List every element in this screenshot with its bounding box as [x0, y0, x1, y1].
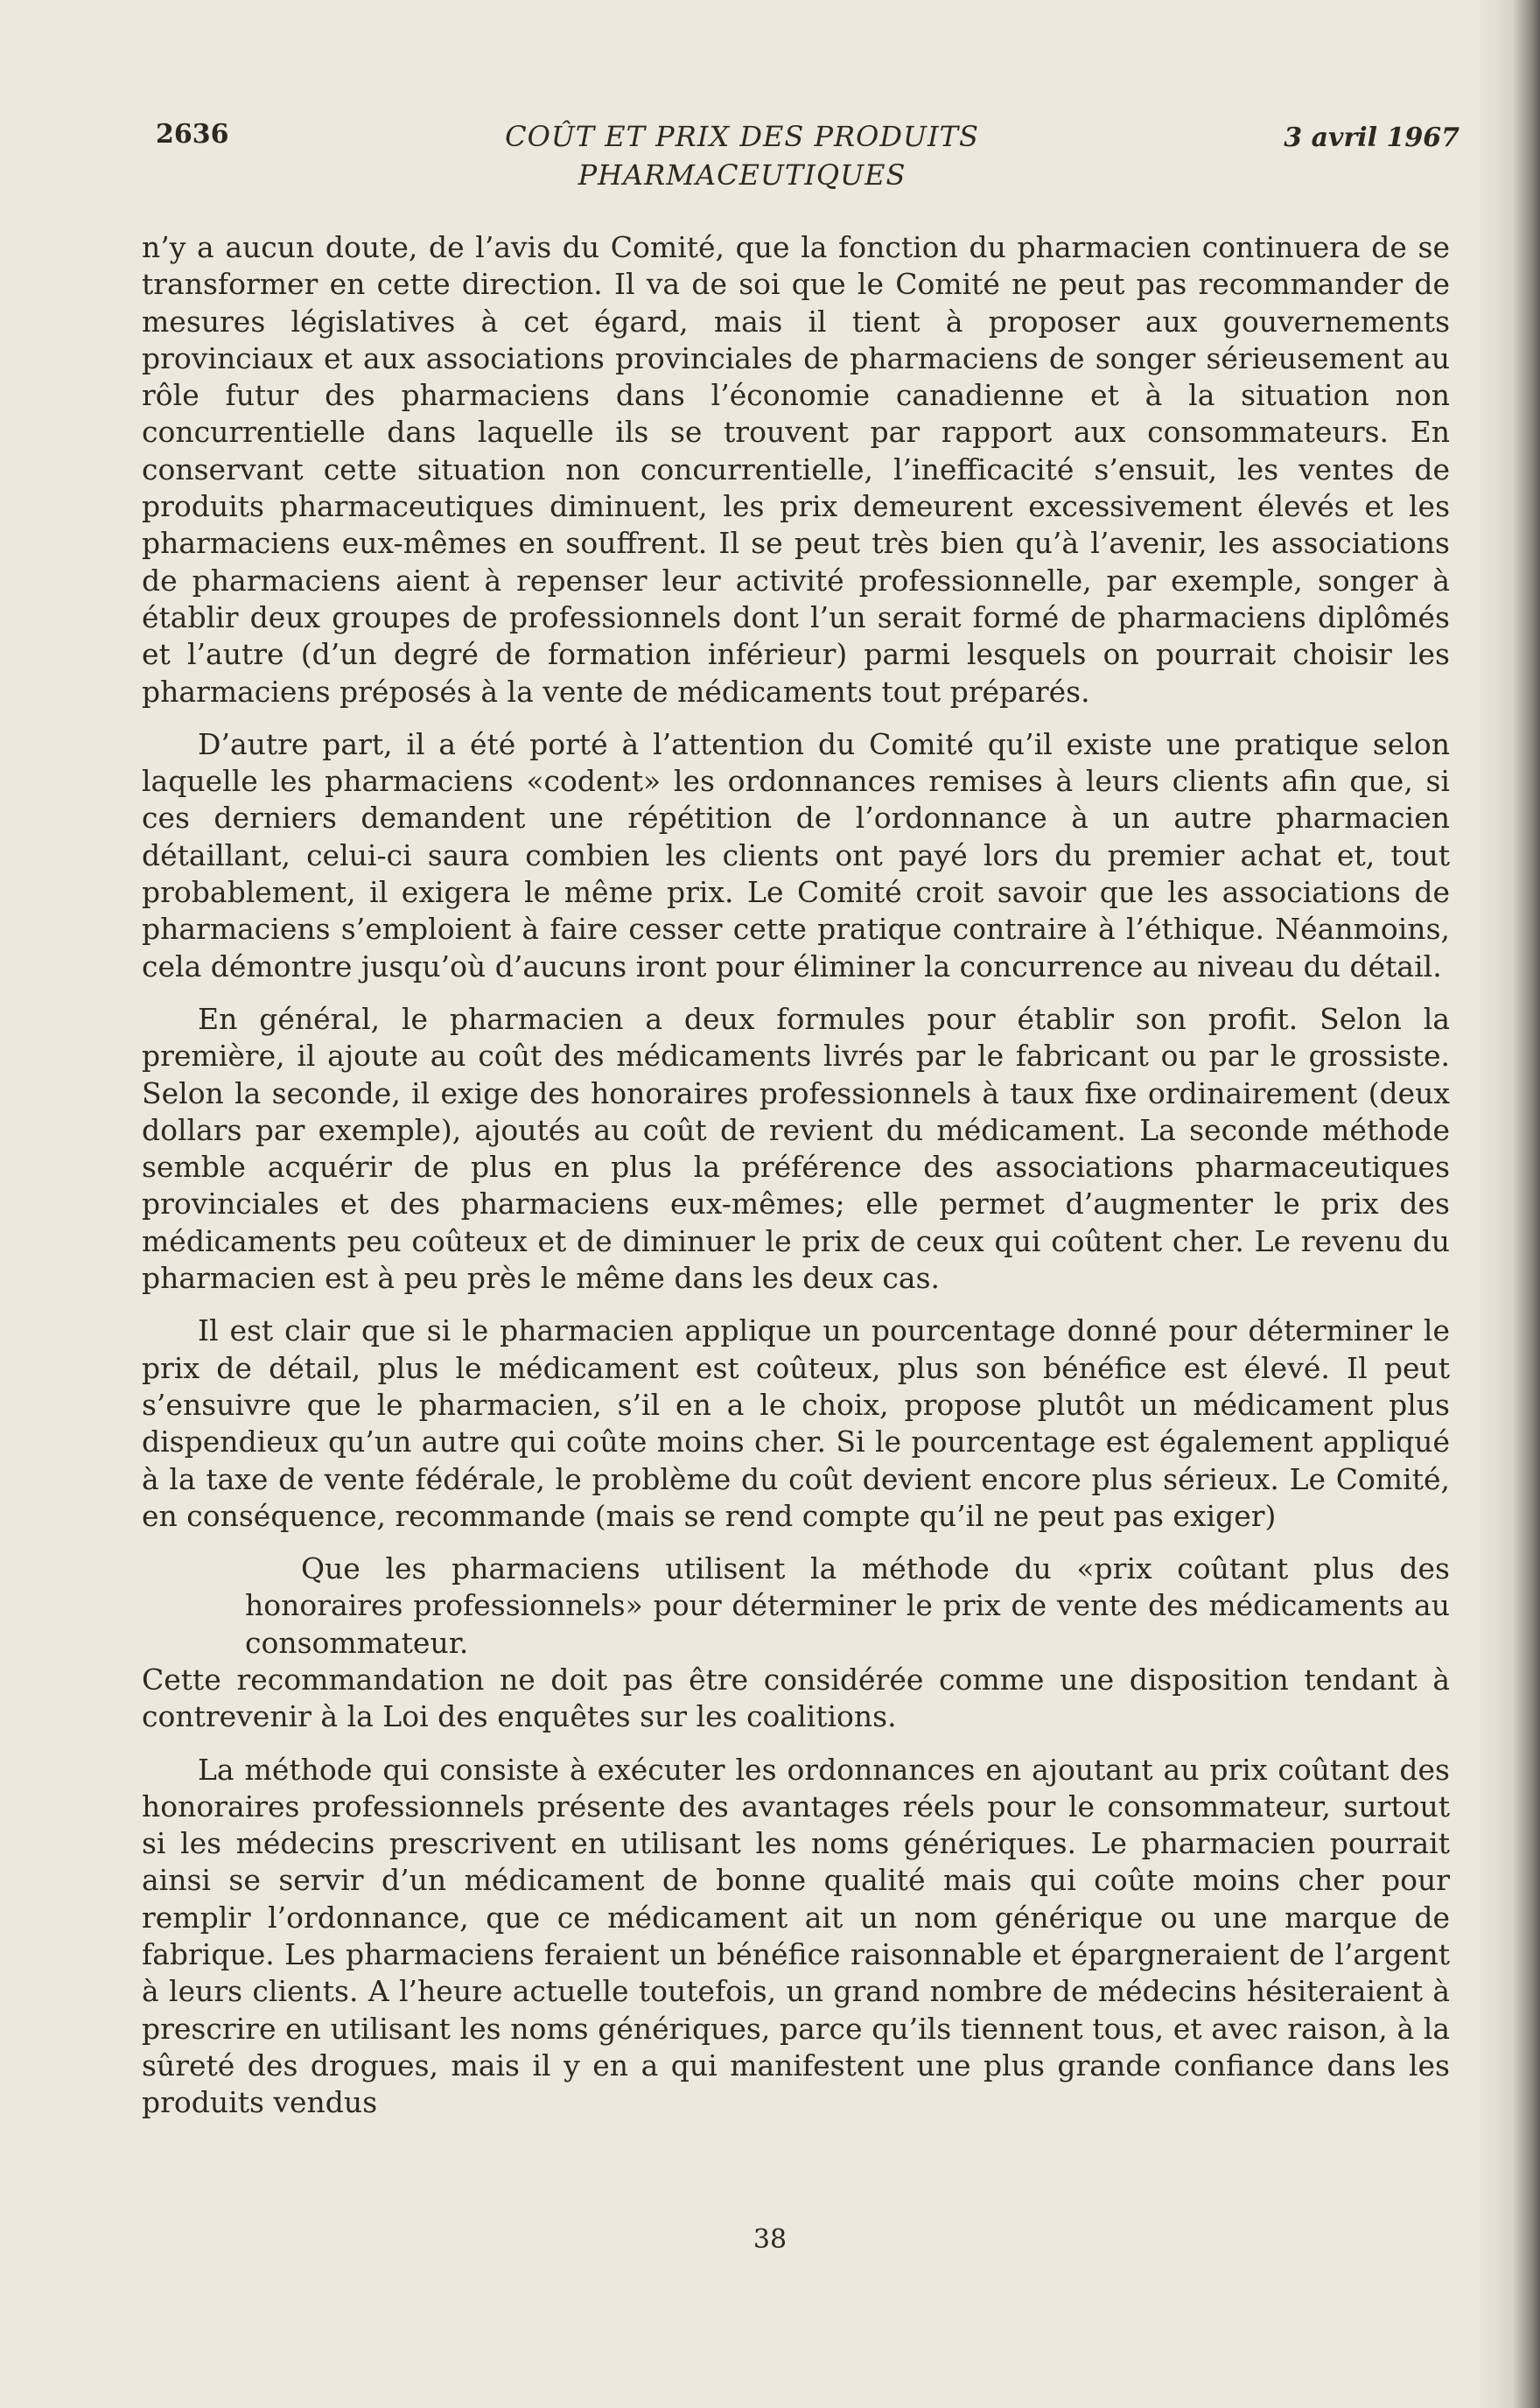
page-header	[156, 114, 1460, 192]
paragraph-final: La méthode qui consiste à exécuter les ordonnances en ajoutant au prix coûtant des honoraires professionnels présente des avantages réels pour le consommateur, surtout si les médecins prescrivent en utilisant les noms génériques. Le pharmacien pourrait ainsi se servir d’un médicament de bonne qualité mais qui coûte moins cher pour remplir l’ordonnance, que ce médicament ait un nom générique ou une marque de fabrique. Les pharmaciens feraient un bénéfice raisonnable et épargneraient de l’argent à leurs clients. A l’heure actuelle toutefois, un grand nombre de médecins hésiteraient à prescrire en utilisant les noms génériques, parce qu’ils tiennent tous, et avec raison, à la sûreté des drogues, mais il y en a qui manifestent une plus grande confiance dans les produits vendus	[142, 1752, 1450, 2120]
paragraph-3: En général, le pharmacien a deux formules pour établir son profit. Selon la première, il ajoute au coût des médicaments livrés par le fabricant ou par le grossiste. Selon la seconde, il exige des honoraires professionnels à taux fixe ordinairement (deux dollars par exemple), ajoutés au coût de revient du médicament. La seconde méthode semble acquérir de plus en plus la préférence des associations pharmaceutiques provinciales et des pharmaciens eux-mêmes; elle permet d’augmenter le prix des médicaments peu coûteux et de diminuer le prix de ceux qui coûtent cher. Le revenu du pharmacien est à peu près le même dans les deux cas.	[142, 1001, 1450, 1296]
paragraph-1: n’y a aucun doute, de l’avis du Comité, que la fonction du pharmacien continuera de se transformer en cette direction. Il va de soi que le Comité ne peut pas recommander de mesures législatives à cet égard, mais il tient à proposer aux gouvernements provinciaux et aux associations provinciales de pharmaciens de songer sérieusement au rôle futur des pharmaciens dans l’économie canadienne et à la situation non concurrentielle dans laquelle ils se trouvent par rapport aux consommateurs. En conservant cette situation non concurrentielle, l’inefficacité s’ensuit, les ventes de produits pharmaceutiques diminuent, les prix demeurent excessivement élevés et les pharmaciens eux-mêmes en souffrent. Il se peut très bien qu’à l’avenir, les associations de pharmaciens aient à repenser leur activité professionnelle, par exemple, songer à établir deux groupes de professionnels dont l’un serait formé de pharmaciens diplômés et l’autre (d’un degré de formation inférieur) parmi lesquels on pourrait choisir les pharmaciens préposés à la vente de médicaments tout préparés.	[142, 230, 1450, 709]
header-page-number: 2636	[156, 119, 229, 150]
paragraph-4: Il est clair que si le pharmacien applique un pourcentage donné pour déterminer le prix de détail, plus le médicament est coûteux, plus son bénéfice est élevé. Il peut s’ensuivre que le pharmacien, s’il en a le choix, propose plutôt un médicament plus dispendieux qu’un autre qui coûte moins cher. Si le pourcentage est également appliqué à la taxe de vente fédérale, le problème du coût devient encore plus sérieux. Le Comité, en conséquence, recommande (mais se rend compte qu’il ne peut pas exiger)	[142, 1313, 1450, 1533]
running-title: COÛT ET PRIX DES PRODUITS PHARMACEUTIQUES	[505, 120, 979, 192]
recommendation-block: Que les pharmaciens utilisent la méthode du «prix coûtant plus des honoraires professionnels» pour déterminer le prix de vente des médicaments au consommateur.	[245, 1551, 1450, 1660]
paragraph-after-recommendation: Cette recommandation ne doit pas être considérée comme une disposition tendant à contrevenir à la Loi des enquêtes sur les coalitions.	[142, 1662, 1450, 1734]
paragraph-2: D’autre part, il a été porté à l’attention du Comité qu’il existe une pratique selon laquelle les pharmaciens «codent» les ordonnances remises à leurs clients afin que, si ces derniers demandent une répétition de l’ordonnance à un autre pharmacien détaillant, celui-ci saura combien les clients ont payé lors du premier achat et, tout probablement, il exigera le même prix. Le Comité croit savoir que les associations de pharmaciens s’emploient à faire cesser cette pratique contraire à l’éthique. Néanmoins, cela démontre jusqu’où d’aucuns iront pour éliminer la concurrence au niveau du détail.	[142, 726, 1450, 984]
footer-page-number: 38	[752, 2224, 788, 2255]
page-edge-shadow	[1479, 0, 1540, 2408]
header-date: 3 avril 1967	[1284, 122, 1460, 153]
body-text	[142, 229, 1450, 2122]
